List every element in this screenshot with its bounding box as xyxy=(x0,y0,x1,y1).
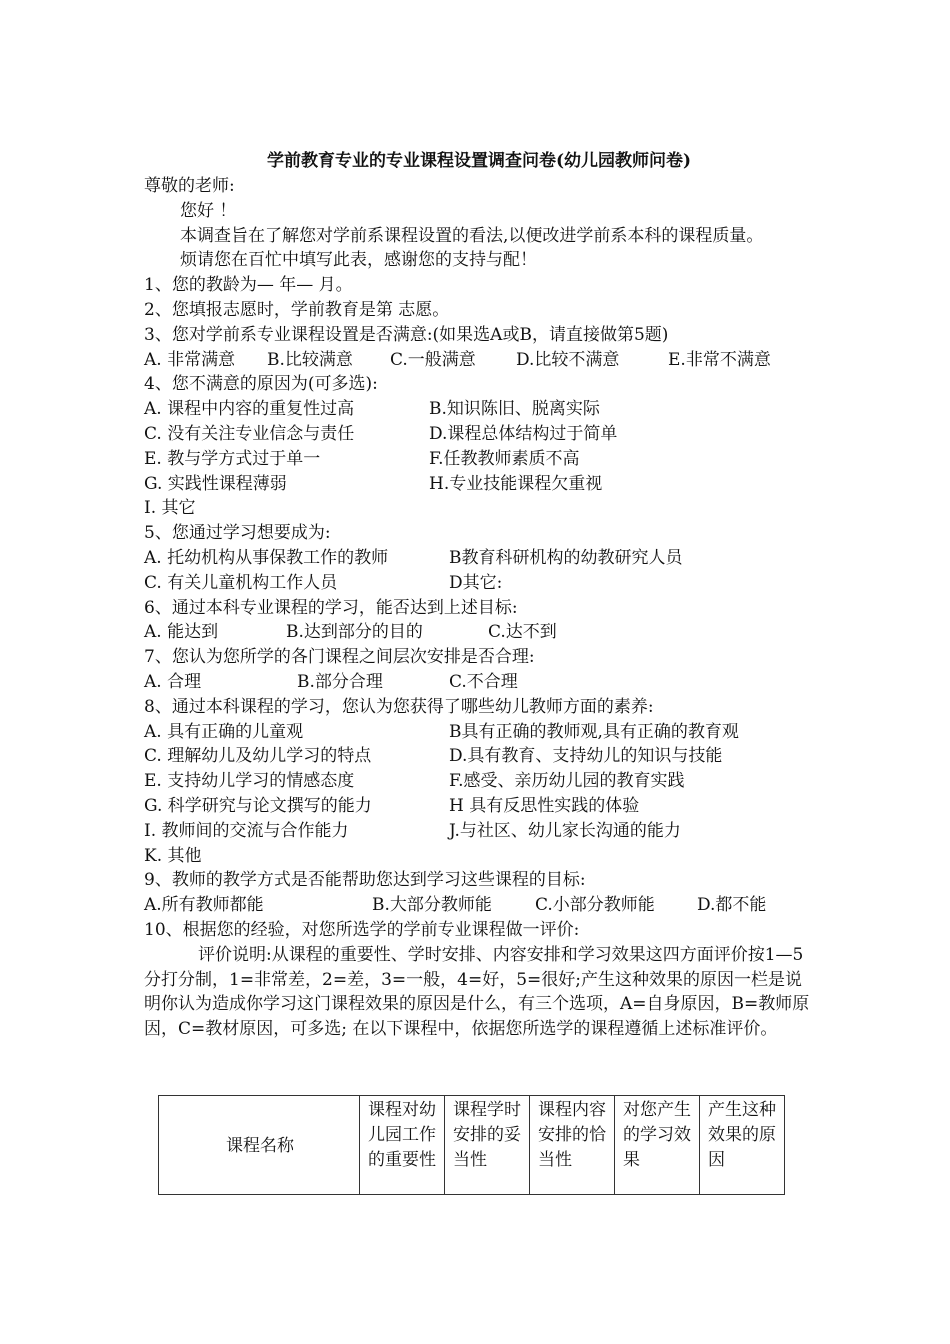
option[interactable]: G. 科学研究与论文撰写的能力 xyxy=(144,795,372,816)
option[interactable]: B.知识陈旧、脱离实际 xyxy=(429,399,600,420)
option[interactable]: A. 非常满意 xyxy=(144,349,236,370)
question-5: 5、您通过学习想要成为: xyxy=(144,523,331,544)
option[interactable]: B具有正确的教师观,具有正确的教育观 xyxy=(449,721,739,742)
table-header-cell: 课程名称 xyxy=(159,1096,360,1195)
table-header-cell: 产生这种效果的原因 xyxy=(700,1096,785,1195)
question-9: 9、教师的教学方式是否能帮助您达到学习这些课程的目标: xyxy=(144,870,586,891)
question-2: 2、您填报志愿时，学前教育是第 志愿。 xyxy=(144,299,450,320)
option[interactable]: J.与社区、幼儿家长沟通的能力 xyxy=(449,820,681,841)
table-header-row xyxy=(159,1096,785,1195)
q3-options xyxy=(144,348,814,373)
option[interactable]: B.大部分教师能 xyxy=(372,895,492,916)
table-header-cell: 课程学时安排的妥 当性 xyxy=(445,1096,530,1195)
question-6: 6、通过本科专业课程的学习，能否达到上述目标: xyxy=(144,597,518,618)
option[interactable]: A.所有教师都能 xyxy=(144,895,264,916)
question-8: 8、通过本科课程的学习，您认为您获得了哪些幼儿教师方面的素养: xyxy=(144,696,654,717)
option[interactable]: I. 其它 xyxy=(144,498,196,519)
questionnaire xyxy=(144,148,814,1042)
option[interactable]: C.小部分教师能 xyxy=(535,895,655,916)
question-7: 7、您认为您所学的各门课程之间层次安排是否合理: xyxy=(144,647,535,668)
option[interactable]: D.具有教育、支持幼儿的知识与技能 xyxy=(449,746,723,767)
course-evaluation-table xyxy=(158,1095,785,1195)
option[interactable]: D.都不能 xyxy=(697,895,767,916)
option[interactable]: C.不合理 xyxy=(449,671,518,692)
option[interactable]: B.部分合理 xyxy=(297,671,383,692)
intro-paragraph: 本调查旨在了解您对学前系课程设置的看法,以便改进学前系本科的课程质量。 xyxy=(180,225,764,246)
table-header-cell: 课程对幼儿园工作的重要性 xyxy=(360,1096,445,1195)
table-header-cell: 对您产生的学习效果 xyxy=(615,1096,700,1195)
hello: 您好 ！ xyxy=(180,200,237,221)
question-1: 1、您的教龄为— 年— 月。 xyxy=(144,275,353,296)
question-10: 10、根据您的经验，对您所选学的学前专业课程做一评价: xyxy=(144,919,580,940)
evaluation-note: 评价说明:从课程的重要性、学时安排、内容安排和学习效果这四方面评价按1—5分打分制，1=非常差，2=差，3=一般，4=好，5=很好;产生这种效果的原因一栏是说明你认为造成你学习这门课程效果的原因是什么，有三个选项，A=自身原因，B=教师原因，C=教材原因，可多选; 在以下课程中，依据您所选学的课程遵循上述标准评价。 xyxy=(144,944,810,1040)
option[interactable]: B教育科研机构的幼教研究人员 xyxy=(449,547,683,568)
question-3: 3、您对学前系专业课程设置是否满意:(如果选A或B，请直接做第5题) xyxy=(144,324,669,345)
option[interactable]: G. 实践性课程薄弱 xyxy=(144,473,287,494)
option[interactable]: F.感受、亲历幼儿园的教育实践 xyxy=(449,771,685,792)
option[interactable]: K. 其他 xyxy=(144,845,202,866)
option[interactable]: H 具有反思性实践的体验 xyxy=(449,795,640,816)
option[interactable]: C.达不到 xyxy=(488,622,557,643)
option[interactable]: D.课程总体结构过于简单 xyxy=(429,423,618,444)
page-title: 学前教育专业的专业课程设置调查问卷(幼儿园教师问卷) xyxy=(266,151,692,171)
greeting: 尊敬的老师: xyxy=(144,176,235,196)
option[interactable]: C.一般满意 xyxy=(390,349,476,370)
option[interactable]: A. 托幼机构从事保教工作的教师 xyxy=(144,547,389,568)
option[interactable]: I. 教师间的交流与合作能力 xyxy=(144,820,349,841)
option[interactable]: C. 理解幼儿及幼儿学习的特点 xyxy=(144,746,372,767)
option[interactable]: D.比较不满意 xyxy=(516,349,620,370)
request-line: 烦请您在百忙中填写此表，感谢您的支持与配！ xyxy=(180,250,537,271)
option[interactable]: D其它: xyxy=(449,572,503,593)
option[interactable]: A. 合理 xyxy=(144,671,202,692)
option[interactable]: E. 支持幼儿学习的情感态度 xyxy=(144,771,355,792)
option[interactable]: E.非常不满意 xyxy=(668,349,771,370)
option[interactable]: C. 有关儿童机构工作人员 xyxy=(144,572,338,593)
option[interactable]: B.达到部分的目的 xyxy=(286,622,423,643)
table-header-cell: 课程内容安排的恰当性 xyxy=(530,1096,615,1195)
option[interactable]: E. 教与学方式过于单一 xyxy=(144,448,321,469)
question-4: 4、您不满意的原因为(可多选): xyxy=(144,374,378,395)
option[interactable]: B.比较满意 xyxy=(267,349,353,370)
option[interactable]: A. 具有正确的儿童观 xyxy=(144,721,304,742)
option[interactable]: F.任教教师素质不高 xyxy=(429,448,580,469)
option[interactable]: A. 能达到 xyxy=(144,622,219,643)
option[interactable]: H.专业技能课程欠重视 xyxy=(429,473,603,494)
option[interactable]: C. 没有关注专业信念与责任 xyxy=(144,423,355,444)
option[interactable]: A. 课程中内容的重复性过高 xyxy=(144,399,355,420)
